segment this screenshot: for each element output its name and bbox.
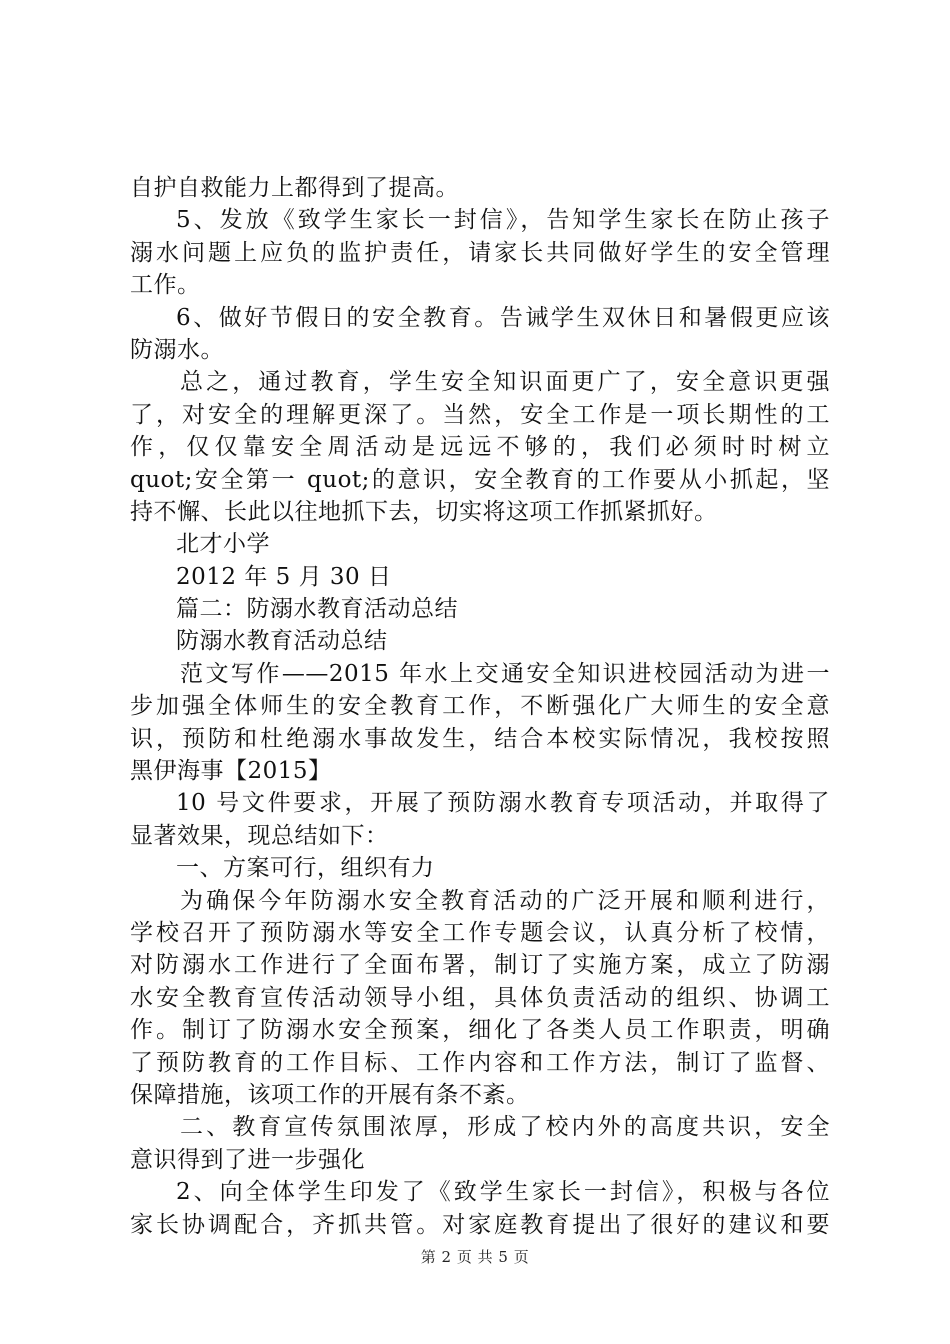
text-line: quot;安全第一 quot;的意识，安全教育的工作要从小抓起，坚 <box>130 466 830 493</box>
text-line: 了预防教育的工作目标、工作内容和工作方法，制订了监督、 <box>130 1049 830 1076</box>
text-line: 黑伊海事【2015】 <box>130 758 332 785</box>
text-line: 总之，通过教育，学生安全知识面更广了，安全意识更强 <box>180 369 830 396</box>
text-line: 工作。 <box>130 272 201 299</box>
text-line: 2012 年 5 月 30 日 <box>176 563 392 590</box>
text-line: 持不懈、长此以往地抓下去，切实将这项工作抓紧抓好。 <box>130 498 718 525</box>
text-line: 篇二：防溺水教育活动总结 <box>176 596 458 623</box>
text-line: 一、方案可行，组织有力 <box>176 855 435 882</box>
text-line: 家长协调配合，齐抓共管。对家庭教育提出了很好的建议和要 <box>130 1211 830 1238</box>
text-line: 为确保今年防溺水安全教育活动的广泛开展和顺利进行， <box>180 887 830 914</box>
text-line: 10 号文件要求，开展了预防溺水教育专项活动，并取得了 <box>176 790 830 817</box>
text-line: 防溺水教育活动总结 <box>176 628 388 655</box>
text-line: 6、做好节假日的安全教育。告诫学生双休日和暑假更应该 <box>176 304 830 331</box>
text-line: 溺水问题上应负的监护责任，请家长共同做好学生的安全管理 <box>130 239 830 266</box>
text-line: 对防溺水工作进行了全面布署，制订了实施方案，成立了防溺 <box>130 952 830 979</box>
text-line: 范文写作——2015 年水上交通安全知识进校园活动为进一 <box>180 660 830 687</box>
text-line: 显著效果，现总结如下： <box>130 822 389 849</box>
text-line: 作，仅仅靠安全周活动是远远不够的，我们必须时时树立 <box>130 434 830 461</box>
text-line: 5、发放《致学生家长一封信》，告知学生家长在防止孩子 <box>176 207 830 234</box>
document-body <box>130 172 830 1241</box>
text-line: 学校召开了预防溺水等安全工作专题会议，认真分析了校情， <box>130 919 830 946</box>
text-line: 步加强全体师生的安全教育工作，不断强化广大师生的安全意 <box>130 693 830 720</box>
text-line: 北才小学 <box>176 531 270 558</box>
text-line: 水安全教育宣传活动领导小组，具体负责活动的组织、协调工 <box>130 984 830 1011</box>
text-line: 二、教育宣传氛围浓厚，形成了校内外的高度共识，安全 <box>180 1114 830 1141</box>
page-number-footer: 第 2 页 共 5 页 <box>420 1248 530 1266</box>
text-line: 防溺水。 <box>130 336 224 363</box>
text-line: 意识得到了进一步强化 <box>130 1146 365 1173</box>
text-line: 作。制订了防溺水安全预案，细化了各类人员工作职责，明确 <box>130 1017 830 1044</box>
text-line: 了，对安全的理解更深了。当然，安全工作是一项长期性的工 <box>130 401 830 428</box>
text-line: 保障措施，该项工作的开展有条不紊。 <box>130 1081 530 1108</box>
text-line: 自护自救能力上都得到了提高。 <box>130 175 459 201</box>
text-line: 2、向全体学生印发了《致学生家长一封信》，积极与各位 <box>176 1179 830 1206</box>
text-line: 识，预防和杜绝溺水事故发生，结合本校实际情况，我校按照 <box>130 725 830 752</box>
